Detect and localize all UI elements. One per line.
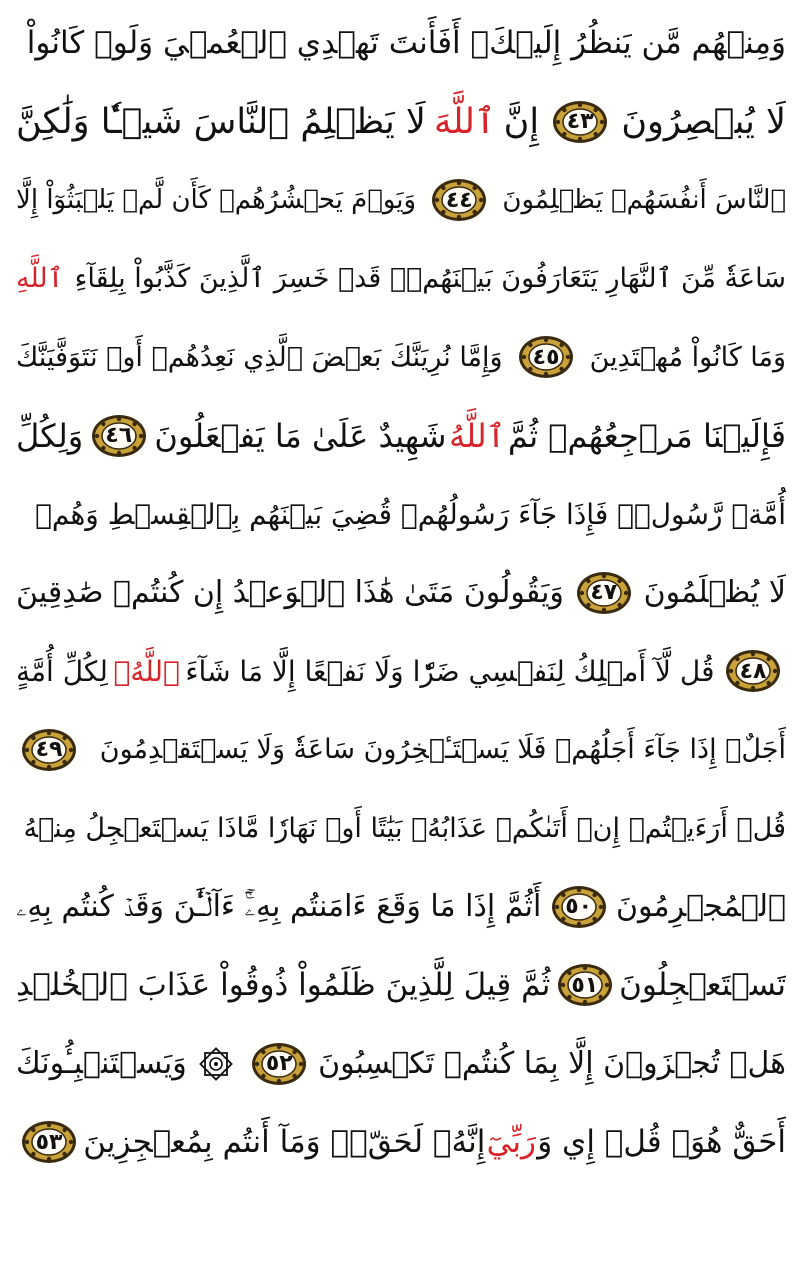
text-line [16, 558, 786, 628]
rub-el-hizb-marker [196, 1044, 236, 1084]
ayah-number: ٥٠ [565, 894, 593, 919]
ayah-number: ٤٧ [590, 580, 618, 605]
ayah-number: ٥٣ [35, 1129, 63, 1155]
ayah-end-marker [556, 962, 614, 1008]
text-line [16, 479, 786, 549]
text-line [16, 872, 786, 942]
verse-text: لِكُلِّ أُمَّةٍ [16, 654, 108, 688]
verse-text: وَمَا كَانُواْ مُهۡتَدِينَ [589, 341, 786, 373]
verse-text: ٱلۡمُجۡرِمُونَ [615, 889, 786, 924]
ayah-number: ٤٤ [445, 187, 473, 213]
ayah-end-marker [575, 570, 633, 616]
verse-text: فَإِلَيۡنَا مَرۡجِعُهُمۡ ثُمَّ [507, 416, 786, 455]
verse-text: أَثُمَّ إِذَا مَا وَقَعَ ءَامَنتُم بِهِۦٓۚ ءَآلۡـَٰٔنَ وَقَدۡ كُنتُم بِهِۦ [16, 889, 542, 924]
verse-text: أُمَّةٖ رَّسُولٞۖ فَإِذَا جَآءَ رَسُولُهُمۡ قُضِيَ بَيۡنَهُم بِٱلۡقِسۡطِ وَهُمۡ [35, 497, 786, 531]
text-line [16, 636, 786, 706]
verse-text: وَيَقُولُونَ مَتَىٰ هَٰذَا ٱلۡوَعۡدُ إِن كُنتُمۡ صَٰدِقِينَ [16, 575, 564, 610]
text-line [16, 8, 786, 78]
verse-text: أَجَلٌۚ إِذَا جَآءَ أَجَلُهُمۡ فَلَا يَسۡتَـٔۡخِرُونَ سَاعَةٗ وَلَا يَسۡتَقۡدِمُونَ [99, 734, 786, 765]
verse-text: وَيَوۡمَ يَحۡشُرُهُمۡ كَأَن لَّمۡ يَلۡبَثُوٓاْ إِلَّا [16, 185, 417, 215]
ayah-end-marker [724, 648, 782, 694]
ayah-end-marker [250, 1041, 308, 1087]
ayah-end-marker [90, 413, 148, 459]
verse-text: أَحَقٌّ هُوَۖ قُلۡ إِي وَ [537, 1124, 786, 1160]
ayah-number: ٥١ [571, 972, 599, 998]
text-line [16, 244, 786, 314]
ayah-number: ٤٥ [532, 344, 560, 370]
text-line [16, 950, 786, 1020]
divine-name-highlight: رَبِّيٓ [486, 1124, 536, 1160]
text-line [16, 87, 786, 157]
ayah-end-marker [20, 1119, 78, 1165]
verse-text: شَهِيدٌ عَلَىٰ مَا يَفۡعَلُونَ [154, 416, 447, 455]
divine-name-highlight: ٱللَّهَ [433, 101, 496, 142]
text-line [16, 1029, 786, 1099]
verse-text: سَاعَةٗ مِّنَ ٱلنَّهَارِ يَتَعَارَفُونَ بَيۡنَهُمۡۚ قَدۡ خَسِرَ ٱلَّذِينَ كَذَّبُواْ بِلِقَآءِ [74, 263, 786, 294]
text-line [16, 793, 786, 863]
verse-text: إِنَّهُۥ لَحَقّٞۖ وَمَآ أَنتُم بِمُعۡجِزِينَ [83, 1124, 486, 1160]
rub-el-hizb-icon [196, 1044, 236, 1084]
text-line [16, 1107, 786, 1177]
ayah-number: ٥٢ [265, 1051, 293, 1076]
ayah-end-marker [551, 99, 609, 145]
verse-text: ٱلنَّاسَ أَنفُسَهُمۡ يَظۡلِمُونَ [502, 185, 786, 215]
ayah-end-marker [550, 884, 608, 930]
verse-text: لَا يَظۡلِمُ ٱلنَّاسَ شَيۡـٔٗا وَلَٰكِنَّ [16, 101, 426, 142]
verse-text: ثُمَّ قِيلَ لِلَّذِينَ ظَلَمُواْ ذُوقُواْ عَذَابَ ٱلۡخُلۡدِ [16, 967, 551, 1003]
verse-text: وَإِمَّا نُرِيَنَّكَ بَعۡضَ ٱلَّذِي نَعِدُهُمۡ أَوۡ نَتَوَفَّيَنَّكَ [16, 341, 503, 373]
verse-text: وَلِكُلِّ [16, 416, 84, 455]
text-line [16, 322, 786, 392]
text-line [16, 401, 786, 471]
divine-name-highlight: ٱللَّهُۗ [113, 654, 180, 688]
verse-text: قُل لَّآ أَمۡلِكُ لِنَفۡسِي ضَرّٗا وَلَا نَفۡعًا إِلَّا مَا شَآءَ [185, 654, 715, 688]
divine-name-highlight: ٱللَّهِ [16, 263, 64, 294]
ayah-end-marker [20, 727, 78, 773]
verse-text: وَمِنۡهُم مَّن يَنظُرُ إِلَيۡكَۚ أَفَأَنتَ تَهۡدِي ٱلۡعُمۡيَ وَلَوۡ كَانُواْ [26, 25, 786, 61]
ayah-end-marker [517, 334, 575, 380]
ayah-number: ٤٩ [35, 737, 63, 762]
verse-text: وَيَسۡتَنۢبِـُٔونَكَ [16, 1046, 187, 1081]
divine-name-highlight: ٱللَّهُ [449, 416, 506, 455]
ayah-number: ٤٨ [739, 658, 767, 684]
verse-text: لَا يُظۡلَمُونَ [643, 575, 786, 610]
verse-text: هَلۡ تُجۡزَوۡنَ إِلَّا بِمَا كُنتُمۡ تَكۡسِبُونَ [318, 1046, 786, 1081]
verse-text: قُلۡ أَرَءَيۡتُمۡ إِنۡ أَتَىٰكُمۡ عَذَابُهُۥ بَيَٰتًا أَوۡ نَهَارٗا مَّاذَا يَسۡتَعۡجِلُ مِنۡهُ [23, 812, 786, 844]
verse-text: تَسۡتَعۡجِلُونَ [619, 967, 786, 1003]
text-line [16, 715, 786, 785]
verse-text: لَا يُبۡصِرُونَ [621, 101, 786, 142]
text-line [16, 165, 786, 235]
verse-text: إِنَّ [503, 101, 540, 142]
ayah-number: ٤٦ [105, 423, 133, 448]
ayah-number: ٤٣ [566, 109, 594, 134]
ayah-end-marker [430, 177, 488, 223]
